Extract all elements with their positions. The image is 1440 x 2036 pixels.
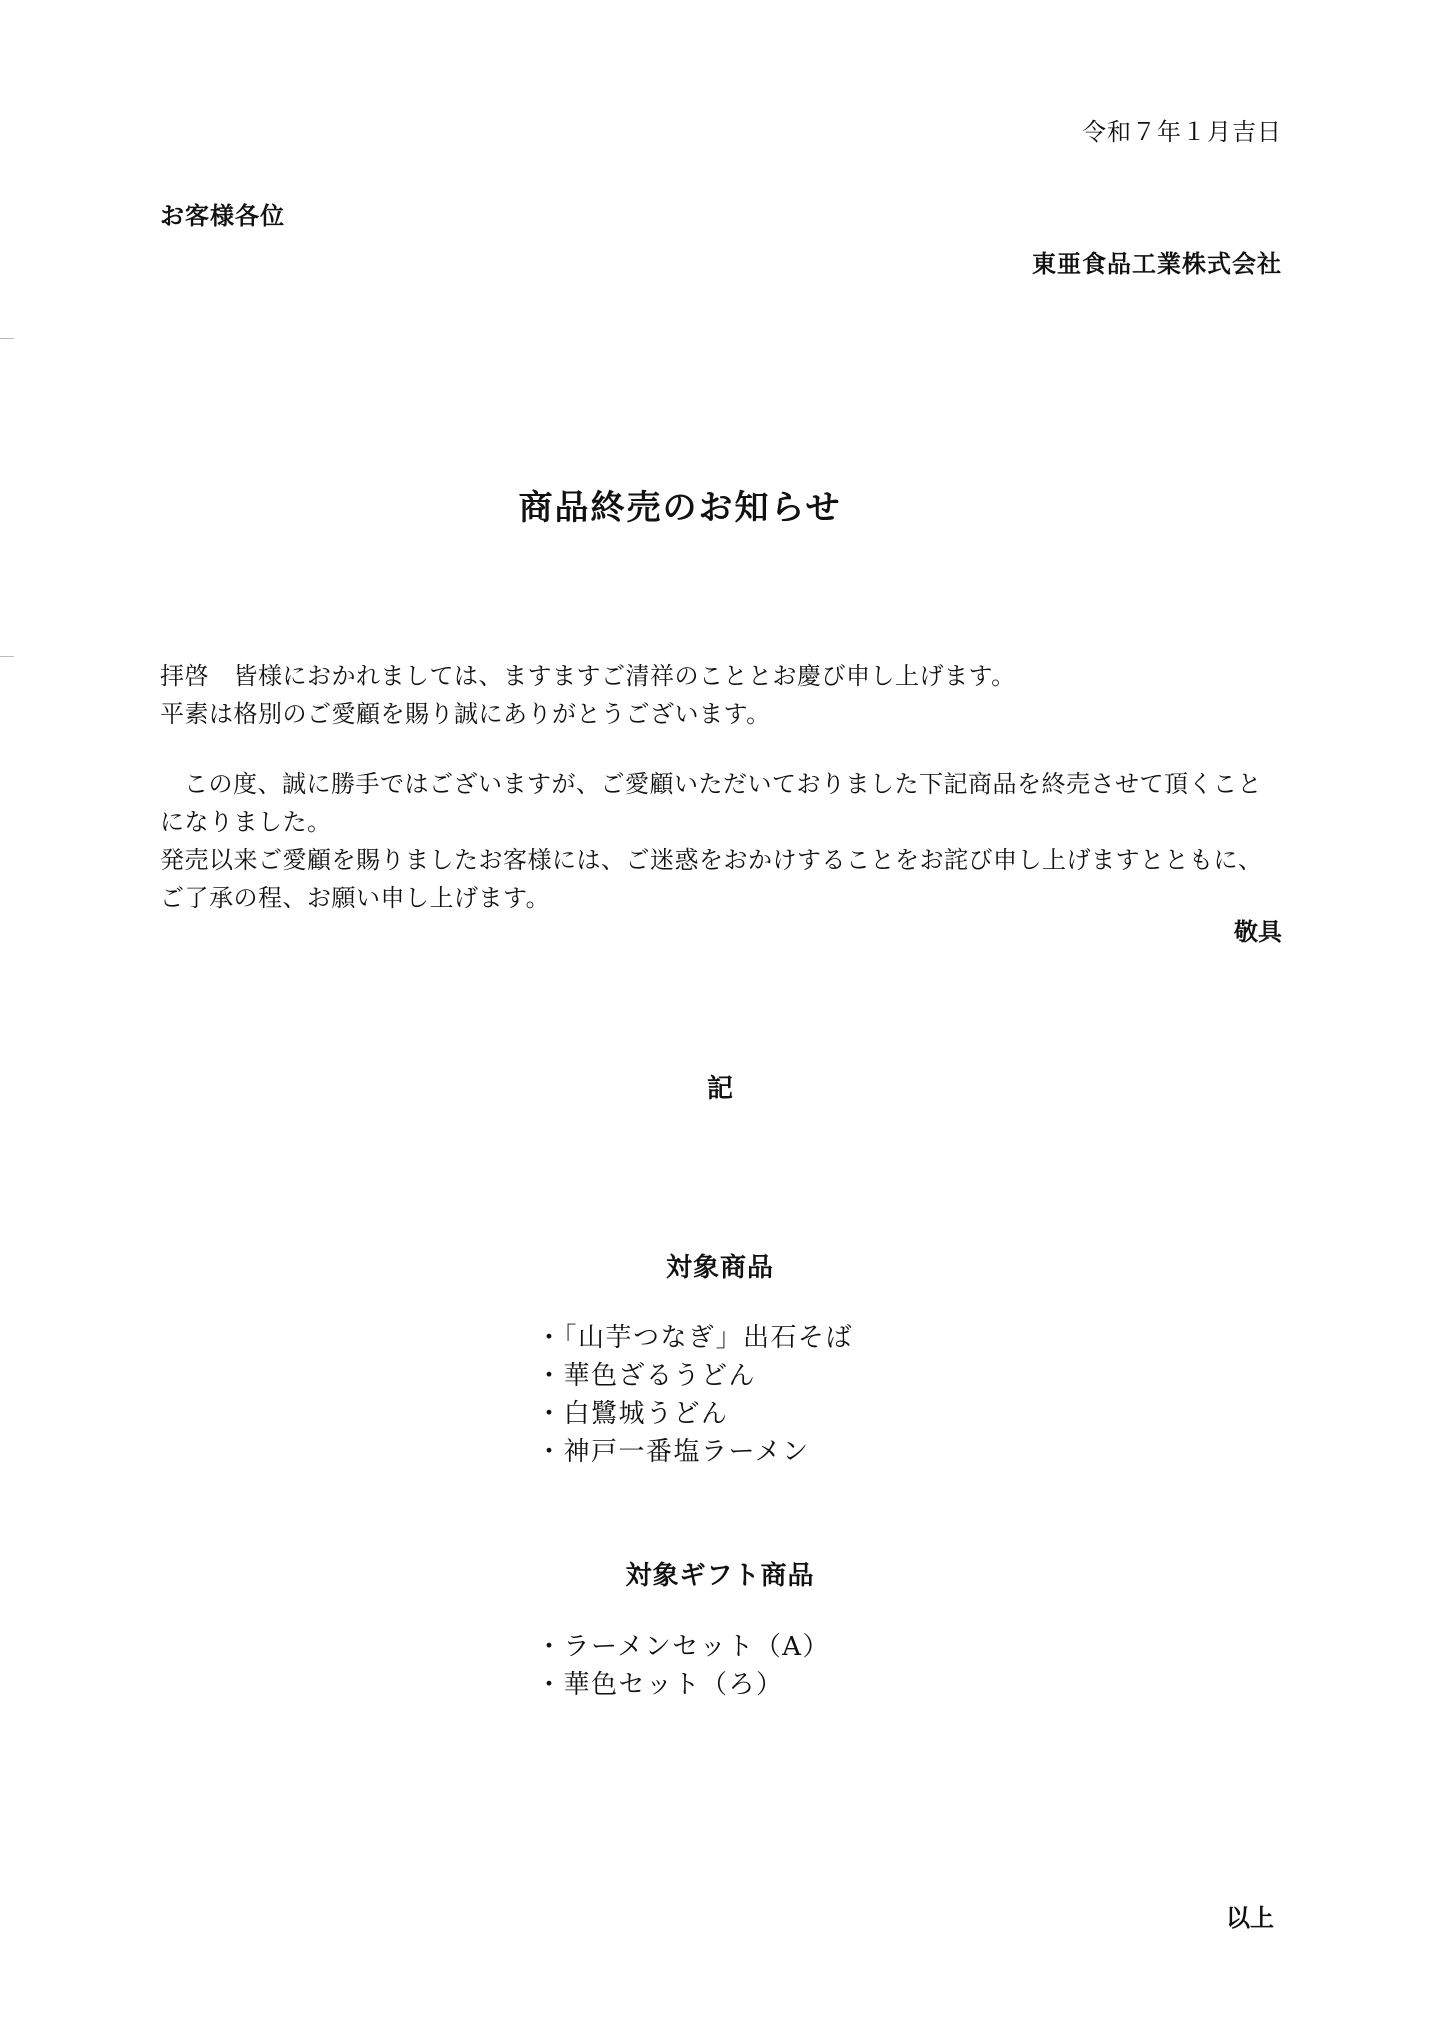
greeting-line: 拝啓 皆様におかれましては、ますますご清祥のこととお慶び申し上げます。 xyxy=(160,662,1016,690)
body-paragraph: この度、誠に勝手ではございますが、ご愛顧いただいておりました下記商品を終売させて頂くことになりました。 xyxy=(160,770,1262,836)
gift-product-list xyxy=(536,1628,830,1704)
document-date: 令和７年１月吉日 xyxy=(1082,118,1282,146)
products-heading: 対象商品 xyxy=(665,1253,774,1283)
greeting-line: 平素は格別のご愛顧を賜り誠にありがとうございます。 xyxy=(160,700,771,728)
greeting-block xyxy=(160,657,1285,733)
list-item: ・「山芋つなぎ」出石そば xyxy=(536,1323,854,1353)
list-item: ・華色ざるうどん xyxy=(536,1361,757,1391)
document-title: 商品終売のお知らせ xyxy=(518,488,842,528)
notes-marker: 記 xyxy=(706,1074,733,1104)
product-list xyxy=(536,1319,853,1471)
closing-remark: 敬具 xyxy=(1234,917,1282,946)
gift-products-heading: 対象ギフト商品 xyxy=(625,1561,815,1591)
list-item: ・神戸一番塩ラーメン xyxy=(536,1437,810,1467)
list-item: ・華色セット（ろ） xyxy=(536,1670,784,1700)
recipient: お客様各位 xyxy=(160,201,285,230)
list-item: ・ラーメンセット（A） xyxy=(536,1632,830,1662)
body-paragraph: 発売以来ご愛顧を賜りましたお客様には、ご迷惑をおかけすることをお詫び申し上げますとともに、ご了承の程、お願い申し上げます。 xyxy=(160,846,1263,912)
company-name: 東亜食品工業株式会社 xyxy=(1032,249,1282,278)
end-marker: 以上 xyxy=(1226,1903,1274,1932)
scan-edge-mark xyxy=(0,338,14,339)
scan-edge-mark xyxy=(0,656,14,657)
list-item: ・白鷺城うどん xyxy=(536,1399,729,1429)
body-paragraphs xyxy=(160,765,1285,917)
